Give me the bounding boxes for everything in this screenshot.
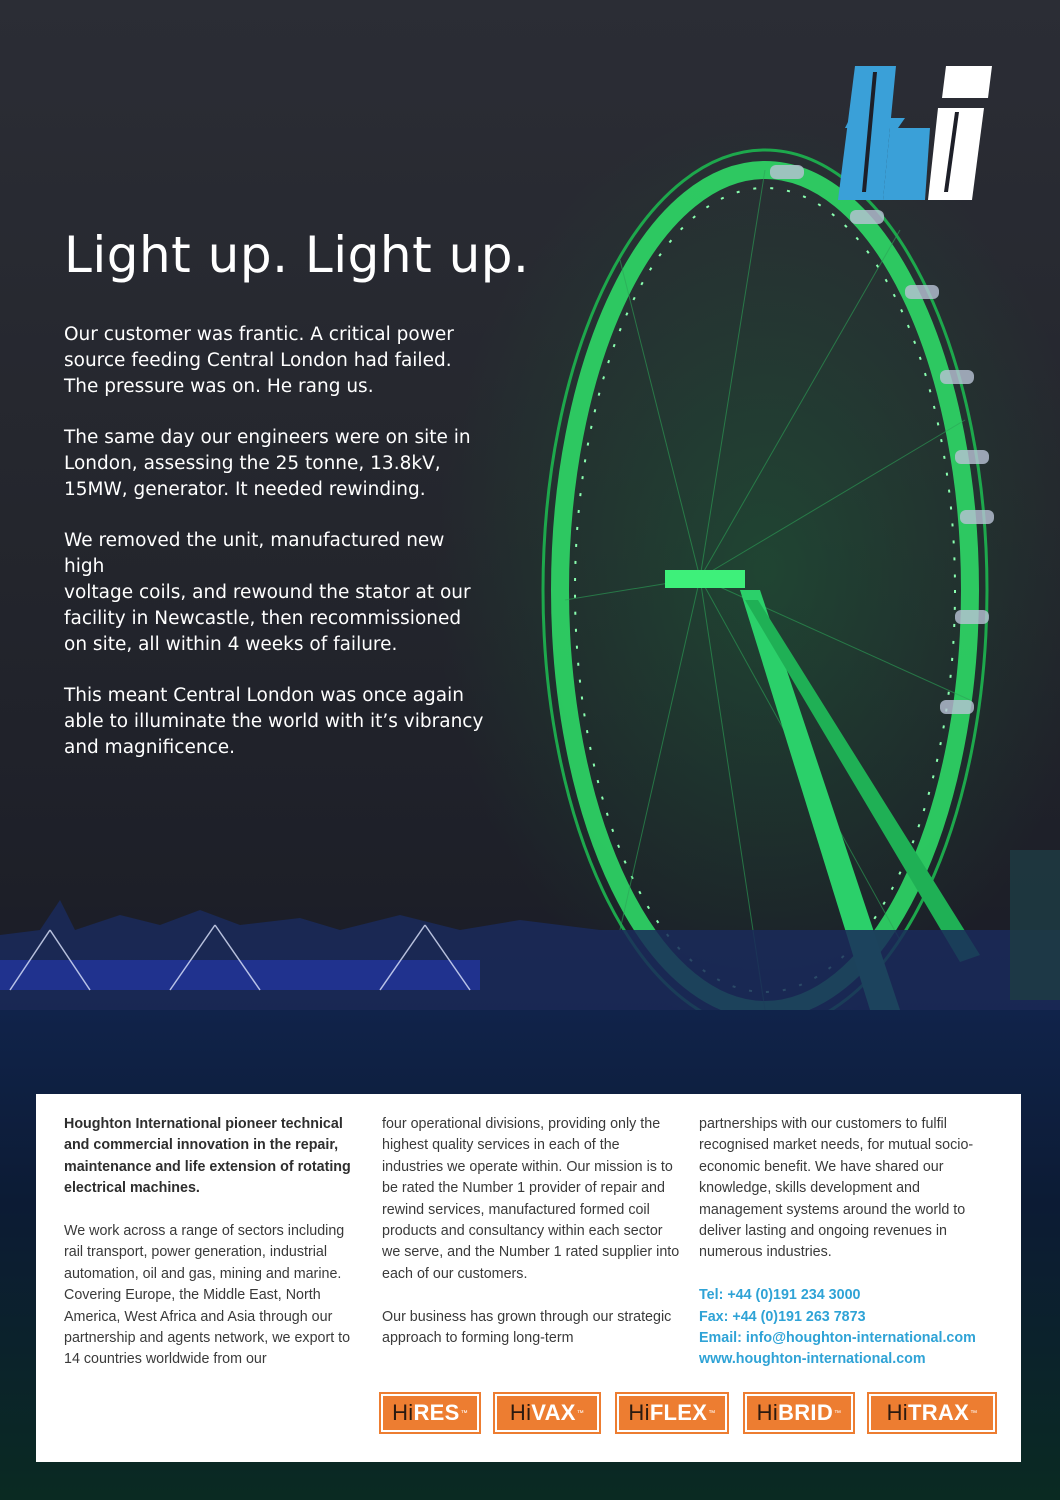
phone-number[interactable]: Tel: +44 (0)191 234 3000 — [699, 1287, 861, 1304]
brand-prefix: Hi — [392, 1400, 414, 1425]
wheel-hub — [665, 570, 745, 588]
story-text — [64, 322, 484, 786]
brand-prefix: Hi — [756, 1400, 779, 1425]
brand-hires — [381, 1394, 479, 1432]
headline: Light up. Light up. — [64, 226, 530, 284]
brand-hibrid — [745, 1394, 853, 1432]
trademark: ™ — [970, 1409, 978, 1417]
story-paragraph: We removed the unit, manufactured new high voltage coils, and rewound the stator at our facility in Newcastle, then recommissioned on site, all within 4 weeks of failure. — [64, 530, 471, 655]
brand-name: RES — [413, 1400, 460, 1425]
city-lights — [0, 960, 480, 990]
county-hall — [1010, 850, 1060, 1000]
body-text: partnerships with our customers to fulfil recognised market needs, for mutual socio-economic benefit. We have shared our knowledge, skills development and management systems around the world to deliver lasting and ongoing revenues in numerous industries. — [699, 1116, 974, 1261]
brand-name: TRAX — [907, 1400, 970, 1425]
fax-number: Fax: +44 (0)191 263 7873 — [699, 1308, 866, 1325]
brand-hiflex — [617, 1394, 727, 1432]
info-column-3 — [699, 1114, 999, 1371]
body-text: four operational divisions, providing only the highest quality services in each of the industries we operate within. Our mission is to be rated the Number 1 provider of repair and rewind services, manufactured formed coil products and consultancy within each sector we serve, and the Number 1 rated supplier into each of our customers. — [382, 1116, 680, 1282]
story-paragraph: The same day our engineers were on site in London, assessing the 25 tonne, 13.8kV, 15MW, generator. It needed rewinding. — [64, 427, 471, 500]
brand-name: VAX — [531, 1400, 576, 1425]
trademark: ™ — [576, 1409, 585, 1417]
website-link[interactable]: www.houghton-international.com — [699, 1351, 926, 1368]
brand-hitrax — [869, 1394, 995, 1432]
info-column-2 — [382, 1114, 682, 1371]
body-text: We work across a range of sectors including rail transport, power generation, industrial automation, oil and gas, mining and marine. Covering Europe, the Middle East, North America, West Africa and Asia through our partnership and agents network, we export to 14 countries worldwide from our — [64, 1223, 351, 1368]
email-link[interactable]: Email: info@houghton-international.com — [699, 1330, 976, 1347]
story-paragraph: This meant Central London was once again able to illuminate the world with it’s vibrancy and magnificence. — [64, 685, 484, 758]
brand-name: FLEX — [649, 1400, 708, 1425]
info-panel — [36, 1094, 1021, 1462]
trademark: ™ — [460, 1409, 468, 1417]
contact-block — [699, 1285, 999, 1371]
info-column-1 — [64, 1114, 364, 1392]
brand-name: BRID — [778, 1400, 834, 1425]
trademark: ™ — [834, 1409, 842, 1417]
brand-prefix: Hi — [886, 1400, 908, 1425]
body-text: Our business has grown through our strategic approach to forming long-term — [382, 1308, 672, 1347]
brand-hivax — [495, 1394, 599, 1432]
intro-text: Houghton International pioneer technical and commercial innovation in the repair, maintenance and life extension of rotating electrical machines. — [64, 1116, 351, 1197]
trademark: ™ — [708, 1409, 716, 1417]
brand-prefix: Hi — [509, 1400, 532, 1425]
houghton-logo — [838, 66, 992, 200]
brand-prefix: Hi — [628, 1400, 650, 1425]
story-paragraph: Our customer was frantic. A critical power source feeding Central London had failed. The pressure was on. He rang us. — [64, 324, 454, 397]
